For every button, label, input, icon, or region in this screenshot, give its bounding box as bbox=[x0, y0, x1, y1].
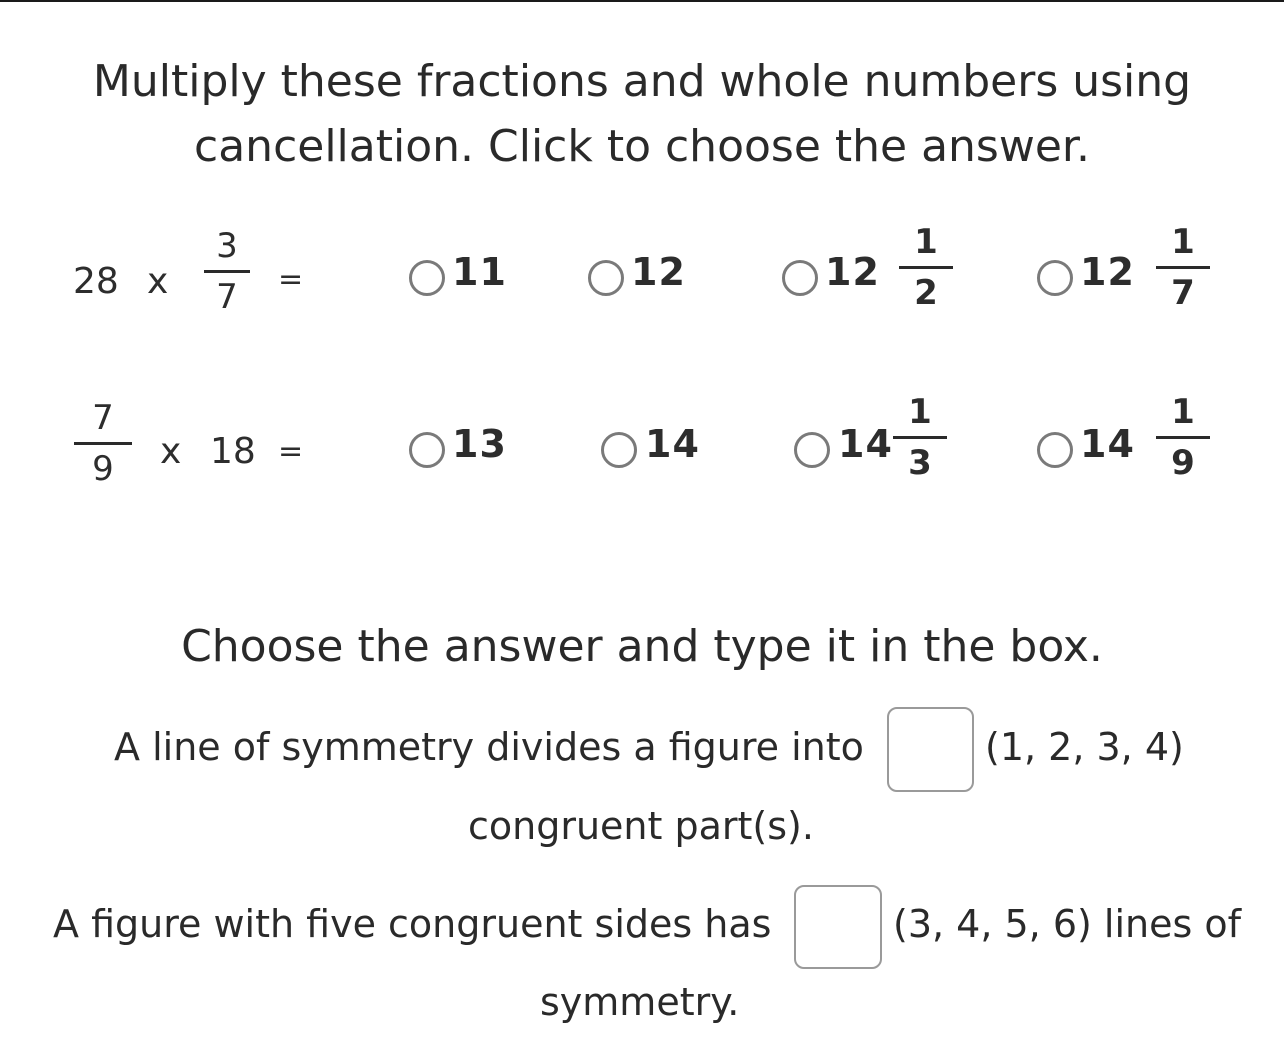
option-label[interactable]: 12 bbox=[631, 250, 686, 294]
fraction-denominator: 2 bbox=[914, 273, 938, 313]
fraction-bar bbox=[899, 266, 953, 269]
problem-2-whole: 18 bbox=[210, 431, 256, 472]
problem-1-whole: 28 bbox=[73, 261, 119, 302]
fraction-bar bbox=[74, 442, 132, 445]
fraction-bar bbox=[1156, 266, 1210, 269]
radio-button[interactable] bbox=[601, 432, 637, 468]
instructions-line-2: cancellation. Click to choose the answer. bbox=[194, 121, 1090, 172]
option-whole[interactable]: 12 bbox=[1080, 250, 1135, 294]
fraction-numerator: 1 bbox=[1171, 222, 1195, 262]
instructions-line-1: Multiply these fractions and whole numbers using bbox=[92, 56, 1192, 107]
fraction-bar bbox=[893, 436, 947, 439]
fraction-denominator: 9 bbox=[92, 449, 114, 489]
question-1-text-after: congruent part(s). bbox=[468, 804, 814, 848]
option-fraction[interactable] bbox=[1156, 392, 1210, 483]
option-fraction[interactable] bbox=[893, 392, 947, 483]
fraction-bar bbox=[204, 270, 250, 273]
problem-2-times: x bbox=[160, 431, 182, 472]
fraction-numerator: 7 bbox=[92, 398, 114, 438]
fraction-numerator: 1 bbox=[1171, 392, 1195, 432]
fraction-numerator: 3 bbox=[216, 226, 238, 266]
question-2-choices: (3, 4, 5, 6) lines of bbox=[893, 902, 1241, 946]
option-label[interactable]: 14 bbox=[645, 422, 700, 466]
question-1-choices: (1, 2, 3, 4) bbox=[985, 725, 1184, 769]
problem-1-equals: = bbox=[278, 262, 304, 297]
question-2-text-before: A figure with five congruent sides has bbox=[53, 902, 772, 946]
radio-button[interactable] bbox=[409, 432, 445, 468]
problem-1-fraction bbox=[204, 226, 250, 317]
option-whole[interactable]: 14 bbox=[838, 422, 893, 466]
fraction-numerator: 1 bbox=[914, 222, 938, 262]
radio-button[interactable] bbox=[409, 260, 445, 296]
fraction-denominator: 7 bbox=[216, 277, 238, 317]
option-label[interactable]: 11 bbox=[452, 250, 507, 294]
fraction-numerator: 1 bbox=[908, 392, 932, 432]
radio-button[interactable] bbox=[782, 260, 818, 296]
question-2-answer-box[interactable] bbox=[794, 885, 882, 969]
fraction-denominator: 3 bbox=[908, 443, 932, 483]
problem-2-equals: = bbox=[278, 434, 304, 469]
fraction-bar bbox=[1156, 436, 1210, 439]
question-2-answer-input[interactable] bbox=[796, 887, 880, 967]
question-2-text-after: symmetry. bbox=[540, 980, 740, 1024]
question-1-answer-box[interactable] bbox=[887, 707, 974, 792]
option-whole[interactable]: 12 bbox=[825, 250, 880, 294]
problem-1-times: x bbox=[147, 261, 169, 302]
option-whole[interactable]: 14 bbox=[1080, 422, 1135, 466]
option-fraction[interactable] bbox=[899, 222, 953, 313]
option-fraction[interactable] bbox=[1156, 222, 1210, 313]
question-1-answer-input[interactable] bbox=[889, 709, 972, 790]
question-1-text-before: A line of symmetry divides a figure into bbox=[114, 725, 864, 769]
option-label[interactable]: 13 bbox=[452, 422, 507, 466]
fraction-denominator: 7 bbox=[1171, 273, 1195, 313]
radio-button[interactable] bbox=[1037, 260, 1073, 296]
section-2-heading: Choose the answer and type it in the box. bbox=[181, 621, 1103, 672]
top-border-line bbox=[0, 0, 1284, 2]
radio-button[interactable] bbox=[794, 432, 830, 468]
radio-button[interactable] bbox=[588, 260, 624, 296]
problem-2-fraction bbox=[74, 398, 132, 489]
radio-button[interactable] bbox=[1037, 432, 1073, 468]
fraction-denominator: 9 bbox=[1171, 443, 1195, 483]
